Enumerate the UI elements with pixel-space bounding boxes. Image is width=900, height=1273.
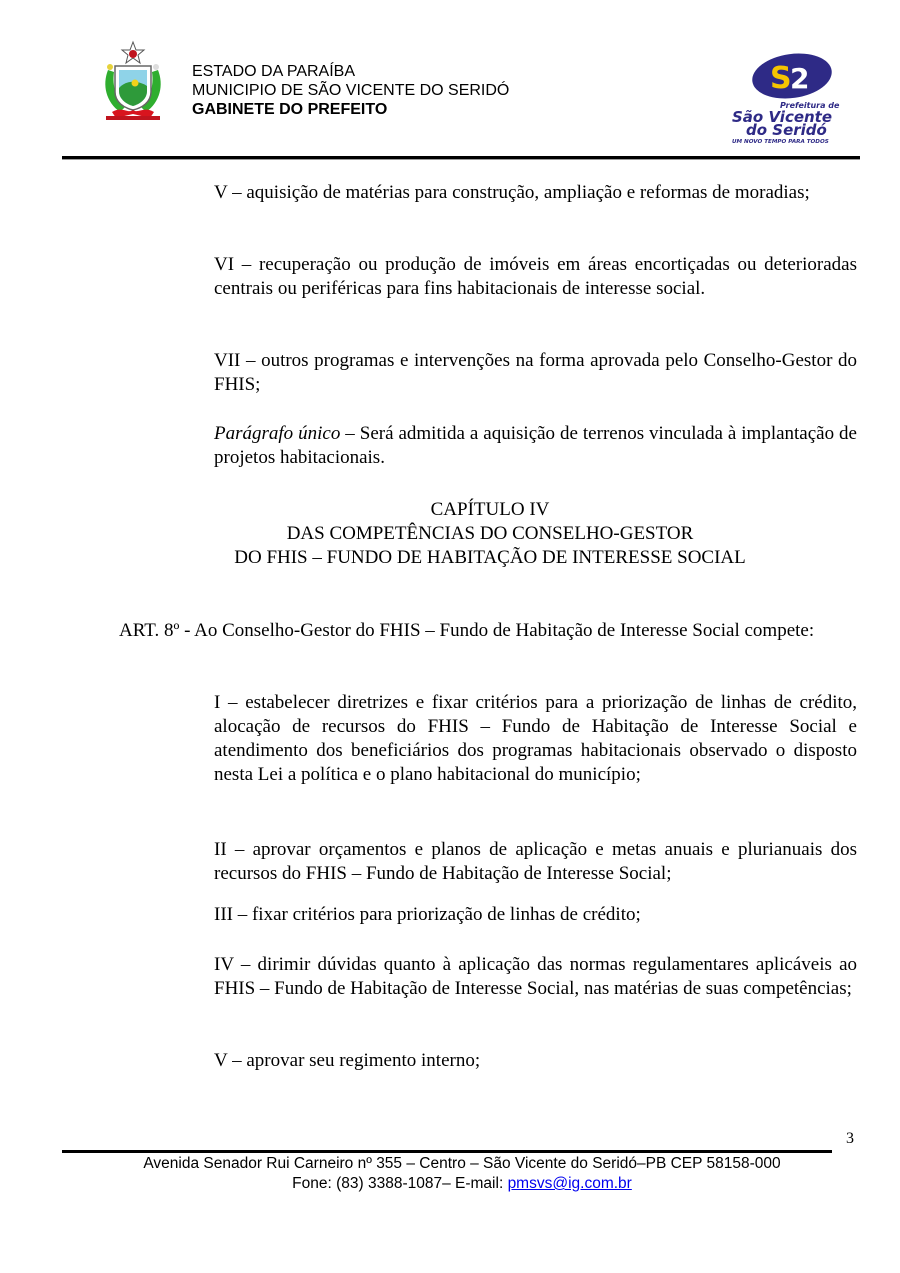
- item-ii-budgets: II – aprovar orçamentos e planos de aplicação e metas anuais e plurianuais dos recursos do FHIS – Fundo de Habitação de Interesse Social;: [214, 839, 857, 884]
- svg-text:S: S: [770, 61, 792, 96]
- chapter-title-line1: DAS COMPETÊNCIAS DO CONSELHO-GESTOR: [286, 523, 694, 544]
- svg-text:Prefeitura de: Prefeitura de: [780, 101, 840, 110]
- item-vii-other-programs: VII – outros programas e intervenções na forma aprovada pelo Conselho-Gestor do FHIS;: [214, 350, 857, 395]
- header-municipality: MUNICIPIO DE SÃO VICENTE DO SERIDÓ: [192, 82, 510, 99]
- footer-email-link[interactable]: pmsvs@ig.com.br: [507, 1175, 632, 1192]
- chapter-heading: [150, 498, 830, 570]
- svg-text:do Seridó: do Seridó: [746, 121, 827, 139]
- paragrafo-unico-text: – Será admitida a aquisição de terrenos vinculada à implantação de projetos habitacionais.: [214, 423, 857, 468]
- chapter-title-line2: DO FHIS – FUNDO DE HABITAÇÃO DE INTERESSE SOCIAL: [234, 547, 746, 568]
- item-vi-recovery: VI – recuperação ou produção de imóveis em áreas encortiçadas ou deterioradas centrais ou periféricas para fins habitacionais de interesse social.: [214, 254, 857, 299]
- paraiba-coat-of-arms-icon: [98, 40, 168, 124]
- footer-contact: [62, 1154, 862, 1194]
- svg-text:2: 2: [790, 62, 810, 95]
- item-v-internal-rules: V – aprovar seu regimento interno;: [214, 1050, 481, 1071]
- header-office: GABINETE DO PREFEITO: [192, 101, 388, 118]
- page-number: 3: [846, 1130, 854, 1147]
- footer-divider: [62, 1150, 832, 1153]
- chapter-number: CAPÍTULO IV: [430, 499, 550, 520]
- prefeitura-logo: [718, 52, 868, 144]
- item-i-guidelines: I – estabelecer diretrizes e fixar critérios para a priorização de linhas de crédito, alocação de recursos do FHIS – Fundo de Habitação de Interesse Social e atendimento dos beneficiários dos programas habitacionais observado o disposto nesta Lei a política e o plano habitacional do município;: [214, 692, 857, 785]
- footer-phone: Fone: (83) 3388-1087– E-mail:: [292, 1175, 508, 1192]
- svg-text:UM NOVO TEMPO PARA TODOS: UM NOVO TEMPO PARA TODOS: [732, 139, 829, 144]
- paragrafo-unico: [214, 422, 857, 470]
- item-v-acquisition: V – aquisição de matérias para construção, ampliação e reformas de moradias;: [214, 182, 810, 203]
- article-8: ART. 8º - Ao Conselho-Gestor do FHIS – Fundo de Habitação de Interesse Social compete:: [119, 620, 815, 641]
- svg-text:São Vicente: São Vicente: [732, 108, 833, 126]
- paragrafo-unico-label: Parágrafo único: [214, 423, 341, 444]
- item-iv-resolve-doubts: IV – dirimir dúvidas quanto à aplicação das normas regulamentares aplicáveis ao FHIS – Fundo de Habitação de Interesse Social, nas matérias de suas competências;: [214, 954, 857, 999]
- header-text-block: [192, 62, 509, 119]
- header-state: ESTADO DA PARAÍBA: [192, 63, 356, 80]
- header-divider: [62, 156, 860, 159]
- footer-address: Avenida Senador Rui Carneiro nº 355 – Centro – São Vicente do Seridó–PB CEP 58158-000: [143, 1155, 781, 1172]
- item-iii-criteria: III – fixar critérios para priorização de linhas de crédito;: [214, 904, 641, 925]
